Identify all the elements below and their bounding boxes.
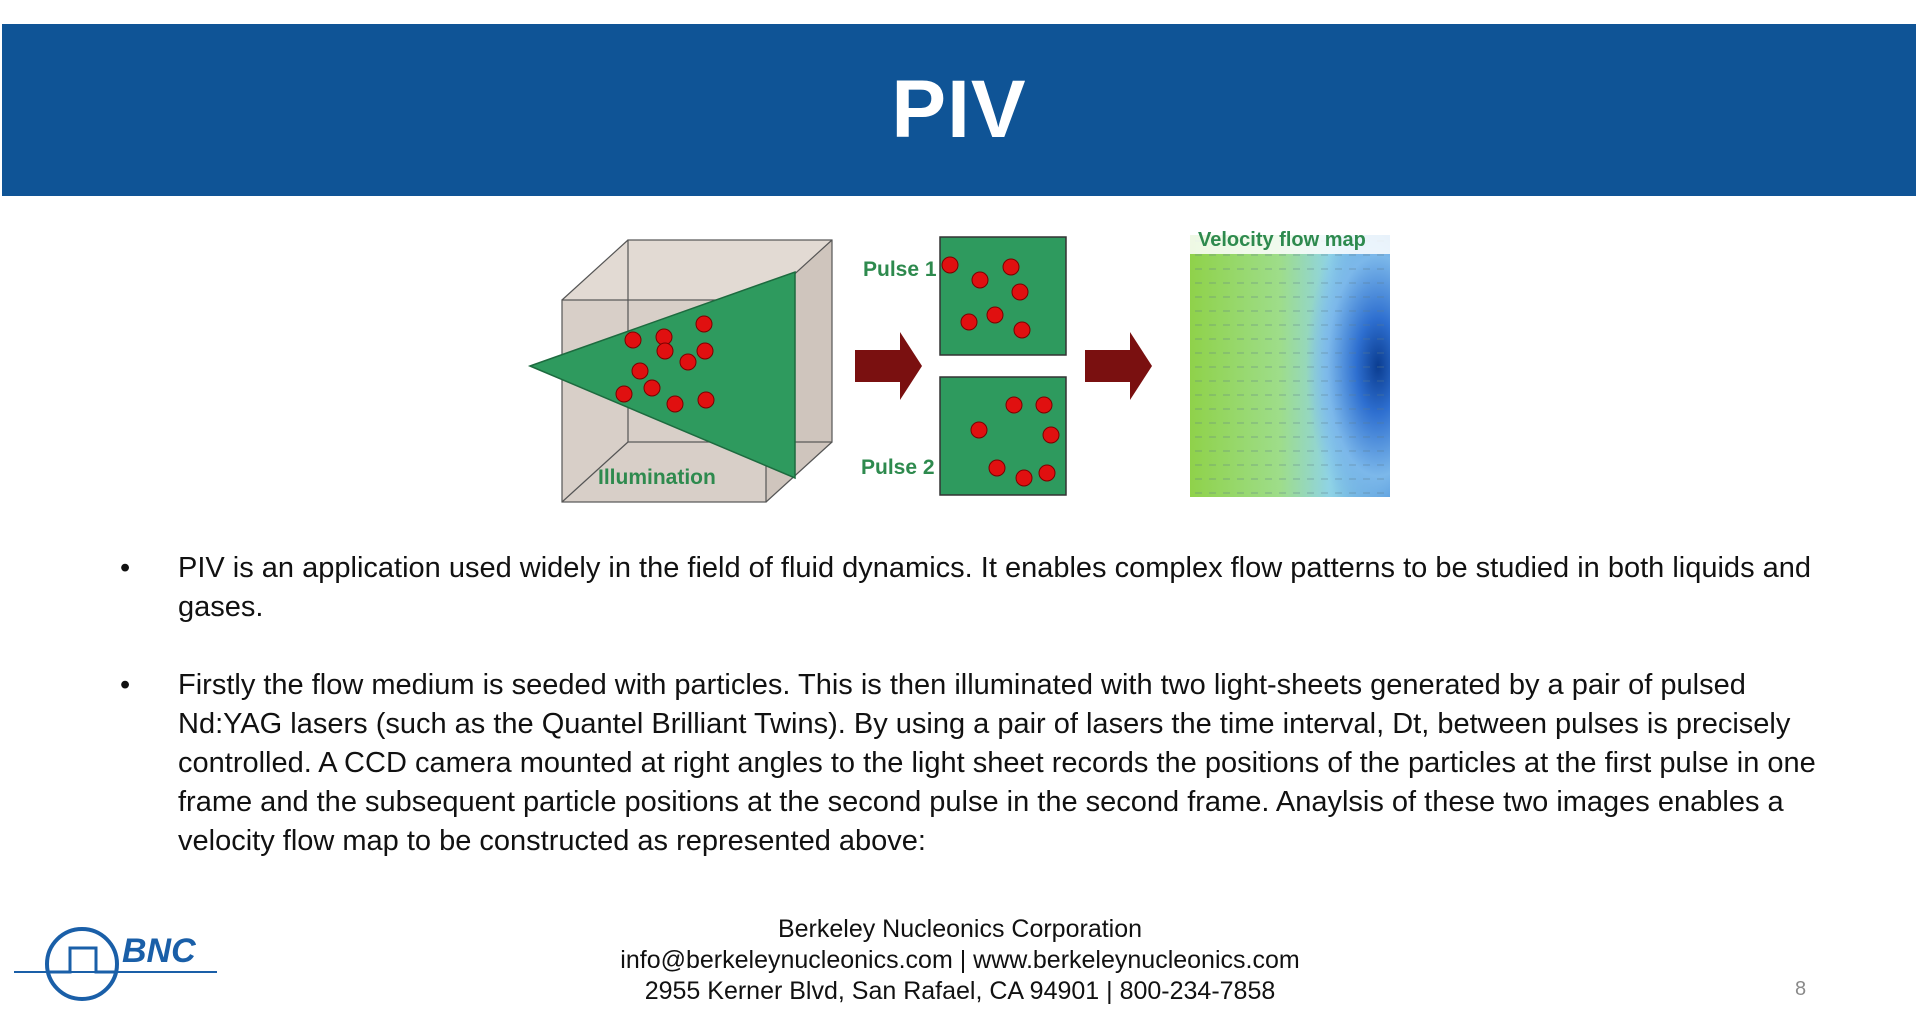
footer-company: Berkeley Nucleonics Corporation — [777, 915, 1143, 943]
arrow-right-icon — [855, 332, 922, 400]
velocity-flow-map — [1190, 222, 1390, 497]
arrow-right-icon — [1085, 332, 1152, 400]
pulse-1-label: Pulse 1 — [863, 258, 937, 281]
footer-contact: info@berkeleynucleonics.com | www.berkeleynucleonics.com — [620, 946, 1300, 974]
title-bar — [2, 24, 1916, 196]
footer-address: 2955 Kerner Blvd, San Rafael, CA 94901 | 800-234-7858 — [644, 977, 1276, 1005]
bullet-symbol: • — [120, 669, 131, 701]
piv-diagram — [520, 220, 1400, 510]
illumination-cube — [530, 240, 832, 502]
pulse-2-label: Pulse 2 — [861, 456, 935, 479]
pulse-2-frame — [861, 377, 1066, 495]
illumination-label: Illumination — [598, 466, 716, 489]
bnc-logo — [12, 920, 222, 1004]
bullet-symbol: • — [120, 552, 131, 584]
pulse-1-frame — [863, 237, 1066, 355]
logo-text: BNC — [122, 932, 196, 970]
bullet-item — [120, 666, 1820, 861]
bullet-list — [120, 549, 1820, 900]
bullet-item — [120, 549, 1820, 627]
velocity-flow-map-label: Velocity flow map — [1198, 229, 1366, 251]
footer — [460, 914, 1460, 1007]
bullet-text: Firstly the flow medium is seeded with particles. This is then illuminated with two light-sheets generated by a pair of pulsed Nd:YAG lasers (such as the Quantel Brilliant Twins). By using a pair of lasers the time interval, Dt, between pulses is precisely controlled. A CCD camera mounted at right angles to the light sheet records the positions of the particles at the first pulse in one frame and the subsequent particle positions at the second pulse in the second frame. Anaylsis of these two images enables a velocity flow map to be constructed as represented above: — [178, 669, 1816, 857]
slide-title: PIV — [891, 64, 1027, 155]
page-number: 8 — [1795, 978, 1807, 1000]
bullet-text: PIV is an application used widely in the field of fluid dynamics. It enables complex flow patterns to be studied in both liquids and gases. — [178, 552, 1812, 623]
